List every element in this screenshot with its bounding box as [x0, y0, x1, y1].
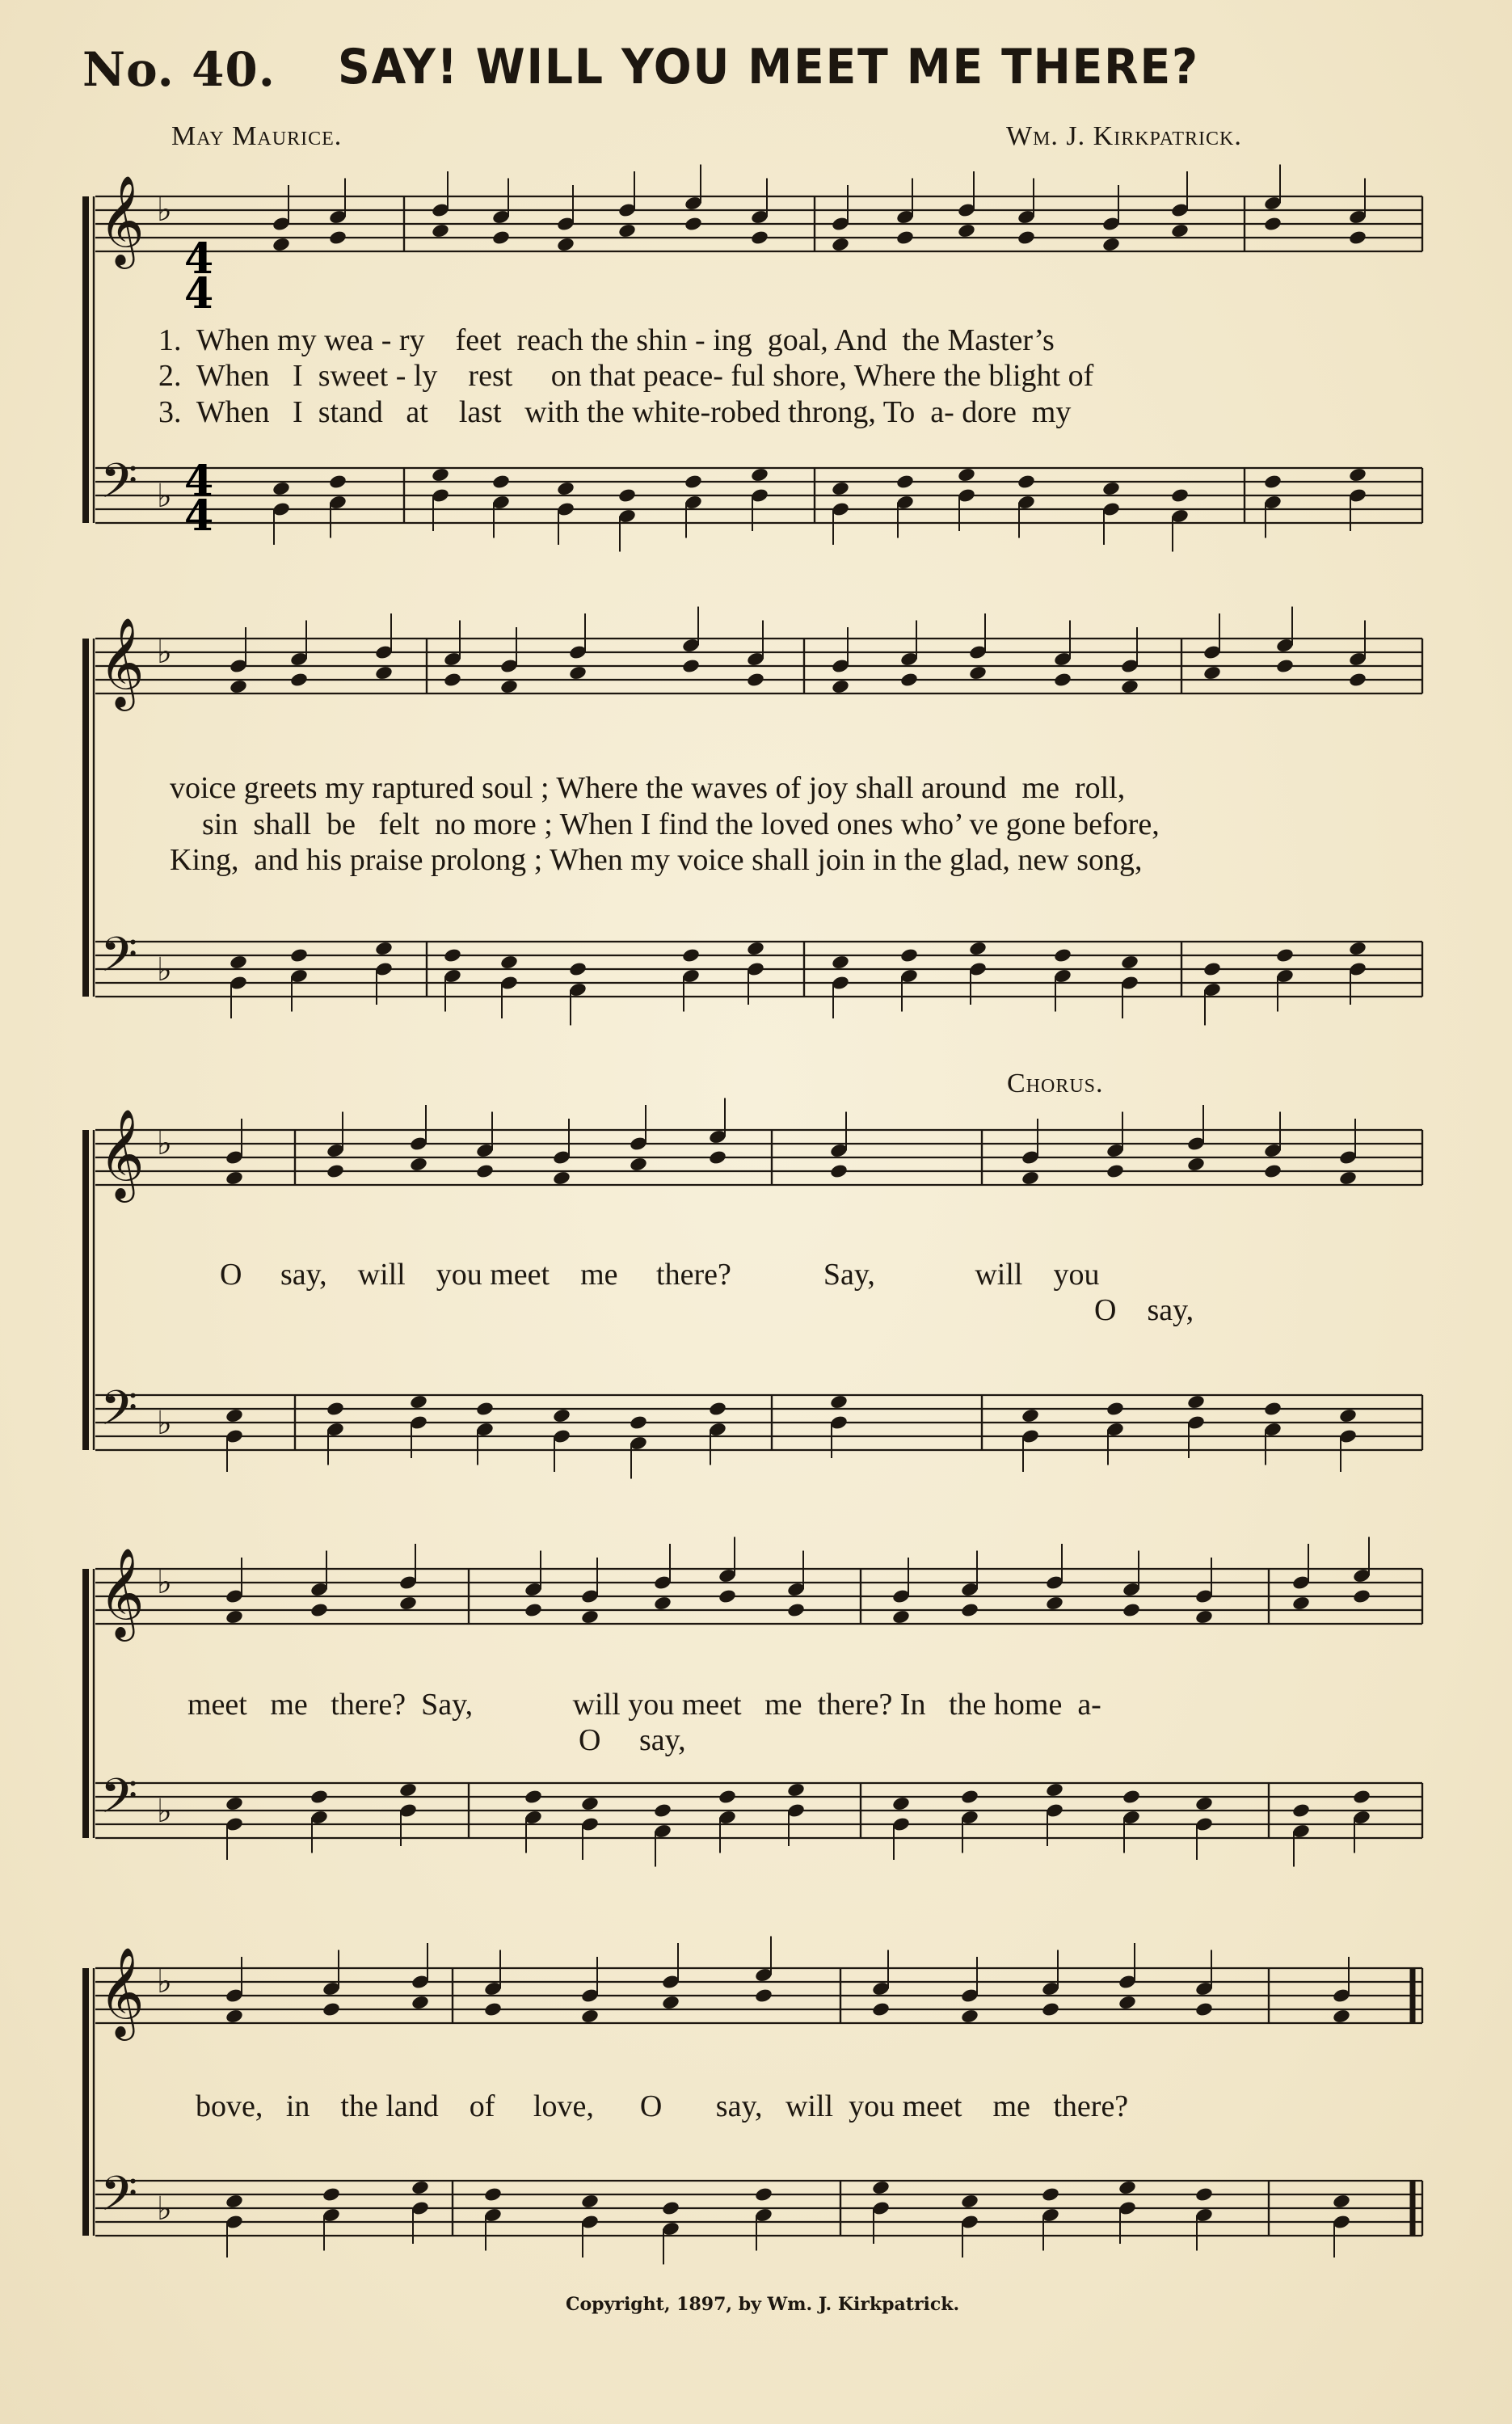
- bass-note-head: [829, 1394, 849, 1410]
- bass-note-head: [1348, 467, 1367, 483]
- treble-note-head: [310, 1602, 329, 1618]
- bass-note-head: [960, 2194, 979, 2210]
- bass-note-head: [1352, 1789, 1371, 1805]
- bass-note-head: [960, 1789, 979, 1805]
- bass-note-head: [225, 2194, 244, 2210]
- treble-note-head: [1202, 665, 1222, 681]
- bass-note-head: [491, 474, 511, 490]
- bass-clef: 𝄢: [100, 926, 138, 994]
- bass-note-head: [411, 2180, 430, 2196]
- treble-note-head: [750, 230, 769, 246]
- chorus-line-1-alto: O say,: [1094, 1293, 1194, 1327]
- treble-note-head: [681, 658, 701, 674]
- treble-note-head: [322, 2001, 341, 2017]
- treble-note-head: [960, 1602, 979, 1618]
- bass-note-head: [1021, 1408, 1040, 1424]
- treble-note-head: [326, 1163, 345, 1179]
- bass-clef: 𝄢: [100, 453, 138, 521]
- treble-note-head: [831, 237, 850, 253]
- key-signature-flat: ♭: [157, 1963, 172, 2000]
- treble-note-head: [1122, 1602, 1141, 1618]
- treble-note-head: [1170, 223, 1190, 239]
- treble-clef: 𝄞: [99, 617, 145, 707]
- bass-note-head: [1275, 947, 1295, 963]
- treble-note-head: [708, 1149, 727, 1166]
- key-signature-flat: ♭: [157, 951, 172, 989]
- treble-note-head: [524, 1602, 543, 1618]
- bass-note-head: [1332, 2194, 1351, 2210]
- treble-note-head: [960, 2009, 979, 2025]
- bass-clef: 𝄢: [100, 1768, 138, 1836]
- bass-note-head: [289, 947, 309, 963]
- treble-note-head: [499, 679, 519, 695]
- treble-note-head: [431, 223, 450, 239]
- treble-note-head: [957, 223, 976, 239]
- system-brace: [82, 1569, 89, 1838]
- chorus-label: Chorus.: [1007, 1069, 1104, 1098]
- bass-note-head: [568, 961, 588, 977]
- treble-note-head: [289, 672, 309, 688]
- treble-note-head: [1348, 672, 1367, 688]
- treble-clef: 𝄞: [99, 1108, 145, 1199]
- treble-note-head: [272, 237, 291, 253]
- treble-note-head: [653, 1596, 672, 1612]
- treble-note-head: [829, 1163, 849, 1179]
- bass-note-head: [326, 1401, 345, 1417]
- key-signature-flat: ♭: [157, 634, 172, 671]
- bass-time-bottom: 4: [184, 491, 214, 541]
- bass-note-head: [1263, 474, 1282, 490]
- treble-note-head: [1263, 216, 1282, 232]
- treble-note-head: [786, 1602, 806, 1618]
- bass-note-head: [1291, 1802, 1311, 1819]
- treble-note-head: [580, 2009, 600, 2025]
- bass-note-head: [1045, 1782, 1064, 1798]
- bass-note-head: [580, 1796, 600, 1812]
- bass-note-head: [1263, 1401, 1282, 1417]
- system-brace: [82, 1968, 89, 2236]
- key-signature-flat: ♭: [157, 1564, 172, 1601]
- bass-note-head: [891, 1796, 911, 1812]
- bass-clef: 𝄢: [100, 1380, 138, 1448]
- treble-note-head: [1045, 1596, 1064, 1612]
- bass-note-head: [653, 1802, 672, 1819]
- treble-note-head: [580, 1609, 600, 1625]
- chorus-line-2: meet me there? Say, will you meet me there? In the home a-: [187, 1688, 1101, 1722]
- treble-note-head: [629, 1157, 648, 1173]
- treble-note-head: [891, 1609, 911, 1625]
- system-brace: [82, 639, 89, 997]
- bass-note-head: [708, 1401, 727, 1417]
- treble-time-bottom: 4: [184, 269, 214, 318]
- treble-note-head: [1106, 1163, 1125, 1179]
- bass-note-head: [552, 1408, 571, 1424]
- treble-note-head: [552, 1170, 571, 1187]
- bass-note-head: [1106, 1401, 1125, 1417]
- system-brace: [82, 196, 89, 523]
- bass-note-head: [661, 2200, 680, 2216]
- treble-note-head: [475, 1163, 495, 1179]
- verse-3-line-2: King, and his praise prolong ; When my voice shall join in the glad, new song,: [170, 843, 1143, 877]
- treble-note-head: [1118, 1995, 1137, 2011]
- verse-3-line-1: 3. When I stand at last with the white-robed throng, To a- dore my: [158, 395, 1072, 429]
- treble-note-head: [1041, 2001, 1060, 2017]
- treble-time-top: 4: [184, 234, 214, 284]
- bass-note-head: [831, 481, 850, 497]
- treble-note-head: [1120, 679, 1139, 695]
- bass-note-head: [957, 467, 976, 483]
- bass-clef: 𝄢: [100, 2165, 138, 2233]
- bass-note-head: [754, 2186, 773, 2203]
- bass-note-head: [225, 1796, 244, 1812]
- treble-note-head: [225, 1609, 244, 1625]
- bass-note-head: [1120, 955, 1139, 971]
- treble-note-head: [411, 1995, 430, 2011]
- treble-note-head: [1291, 1596, 1311, 1612]
- key-signature-flat: ♭: [157, 478, 172, 515]
- bass-note-head: [1170, 487, 1190, 504]
- chorus-line-3: bove, in the land of love, O say, will you meet me there?: [196, 2089, 1129, 2123]
- treble-note-head: [568, 665, 588, 681]
- key-signature-flat: ♭: [157, 1793, 172, 1830]
- bass-note-head: [629, 1414, 648, 1431]
- verse-2-line-1: 2. When I sweet - ly rest on that peace- ful shore, Where the blight of: [158, 359, 1094, 393]
- treble-note-head: [831, 679, 850, 695]
- bass-note-head: [1122, 1789, 1141, 1805]
- treble-note-head: [1194, 1609, 1214, 1625]
- treble-note-head: [556, 237, 575, 253]
- treble-note-head: [871, 2001, 891, 2017]
- treble-note-head: [1348, 230, 1367, 246]
- bass-note-head: [374, 941, 394, 957]
- bass-note-head: [1118, 2180, 1137, 2196]
- treble-note-head: [1263, 1163, 1282, 1179]
- treble-note-head: [1352, 1588, 1371, 1604]
- bass-note-head: [431, 467, 450, 483]
- treble-note-head: [225, 1170, 244, 1187]
- bass-note-head: [398, 1782, 418, 1798]
- bass-time-top: 4: [184, 457, 214, 506]
- treble-note-head: [1101, 237, 1121, 253]
- treble-note-head: [1338, 1170, 1358, 1187]
- treble-note-head: [1021, 1170, 1040, 1187]
- bass-note-head: [1053, 947, 1072, 963]
- treble-clef: 𝄞: [99, 1946, 145, 2037]
- bass-note-head: [229, 955, 248, 971]
- bass-note-head: [1186, 1394, 1206, 1410]
- bass-note-head: [718, 1789, 737, 1805]
- chorus-line-2-alto: O say,: [579, 1723, 686, 1757]
- treble-note-head: [491, 230, 511, 246]
- bass-note-head: [1101, 481, 1121, 497]
- bass-note-head: [1202, 961, 1222, 977]
- treble-note-head: [1053, 672, 1072, 688]
- treble-note-head: [718, 1588, 737, 1604]
- chorus-line-1: O say, will you meet me there? Say, will you: [220, 1258, 1100, 1292]
- bass-note-head: [1041, 2186, 1060, 2203]
- bass-note-head: [684, 474, 703, 490]
- treble-note-head: [225, 2009, 244, 2025]
- bass-note-head: [483, 2186, 503, 2203]
- key-signature-flat: ♭: [157, 1125, 172, 1162]
- bass-note-head: [746, 941, 765, 957]
- copyright-notice: Copyright, 1897, by Wm. J. Kirkpatrick.: [566, 2294, 960, 2315]
- composer-credit: Wm. J. Kirkpatrick.: [1006, 121, 1242, 151]
- bass-note-head: [871, 2180, 891, 2196]
- bass-note-head: [580, 2194, 600, 2210]
- key-signature-flat: ♭: [157, 2190, 172, 2228]
- bass-note-head: [899, 947, 919, 963]
- treble-note-head: [1017, 230, 1036, 246]
- treble-clef: 𝄞: [99, 175, 145, 265]
- bass-note-head: [1017, 474, 1036, 490]
- treble-note-head: [398, 1596, 418, 1612]
- bass-note-head: [1194, 2186, 1214, 2203]
- bass-note-head: [1348, 941, 1367, 957]
- bass-note-head: [968, 941, 988, 957]
- bass-note-head: [475, 1401, 495, 1417]
- bass-note-head: [1194, 1796, 1214, 1812]
- treble-note-head: [746, 672, 765, 688]
- bass-note-head: [1338, 1408, 1358, 1424]
- treble-note-head: [443, 672, 462, 688]
- treble-note-head: [617, 223, 637, 239]
- treble-note-head: [895, 230, 915, 246]
- bass-note-head: [895, 474, 915, 490]
- treble-note-head: [661, 1995, 680, 2011]
- treble-note-head: [1186, 1157, 1206, 1173]
- hymn-title: SAY! WILL YOU MEET ME THERE?: [338, 39, 1199, 95]
- treble-note-head: [1275, 658, 1295, 674]
- bass-note-head: [310, 1789, 329, 1805]
- treble-note-head: [328, 230, 347, 246]
- treble-note-head: [899, 672, 919, 688]
- treble-note-head: [374, 665, 394, 681]
- bass-note-head: [524, 1789, 543, 1805]
- bass-note-head: [328, 474, 347, 490]
- bass-note-head: [556, 481, 575, 497]
- bass-note-head: [322, 2186, 341, 2203]
- treble-note-head: [968, 665, 988, 681]
- treble-note-head: [1332, 2009, 1351, 2025]
- system-brace: [82, 1130, 89, 1450]
- treble-note-head: [754, 1988, 773, 2004]
- bass-note-head: [499, 955, 519, 971]
- bass-note-head: [786, 1782, 806, 1798]
- treble-note-head: [684, 216, 703, 232]
- treble-note-head: [1194, 2001, 1214, 2017]
- verse-2-line-2: sin shall be felt no more ; When I find the loved ones who’ ve gone before,: [202, 807, 1160, 841]
- verse-1-line-1: 1. When my wea - ry feet reach the shin - ing goal, And the Master’s: [158, 323, 1055, 357]
- bass-note-head: [443, 947, 462, 963]
- treble-note-head: [409, 1157, 428, 1173]
- bass-note-head: [831, 955, 850, 971]
- bass-note-head: [272, 481, 291, 497]
- bass-note-head: [225, 1408, 244, 1424]
- key-signature-flat: ♭: [157, 192, 172, 229]
- treble-note-head: [483, 2001, 503, 2017]
- treble-note-head: [229, 679, 248, 695]
- bass-note-head: [750, 467, 769, 483]
- key-signature-flat: ♭: [157, 1405, 172, 1442]
- lyricist-credit: May Maurice.: [171, 121, 343, 151]
- hymn-number: No. 40.: [82, 42, 276, 97]
- bass-note-head: [681, 947, 701, 963]
- treble-clef: 𝄞: [99, 1547, 145, 1638]
- verse-1-line-2: voice greets my raptured soul ; Where the waves of joy shall around me roll,: [170, 771, 1126, 805]
- bass-note-head: [409, 1394, 428, 1410]
- bass-note-head: [617, 487, 637, 504]
